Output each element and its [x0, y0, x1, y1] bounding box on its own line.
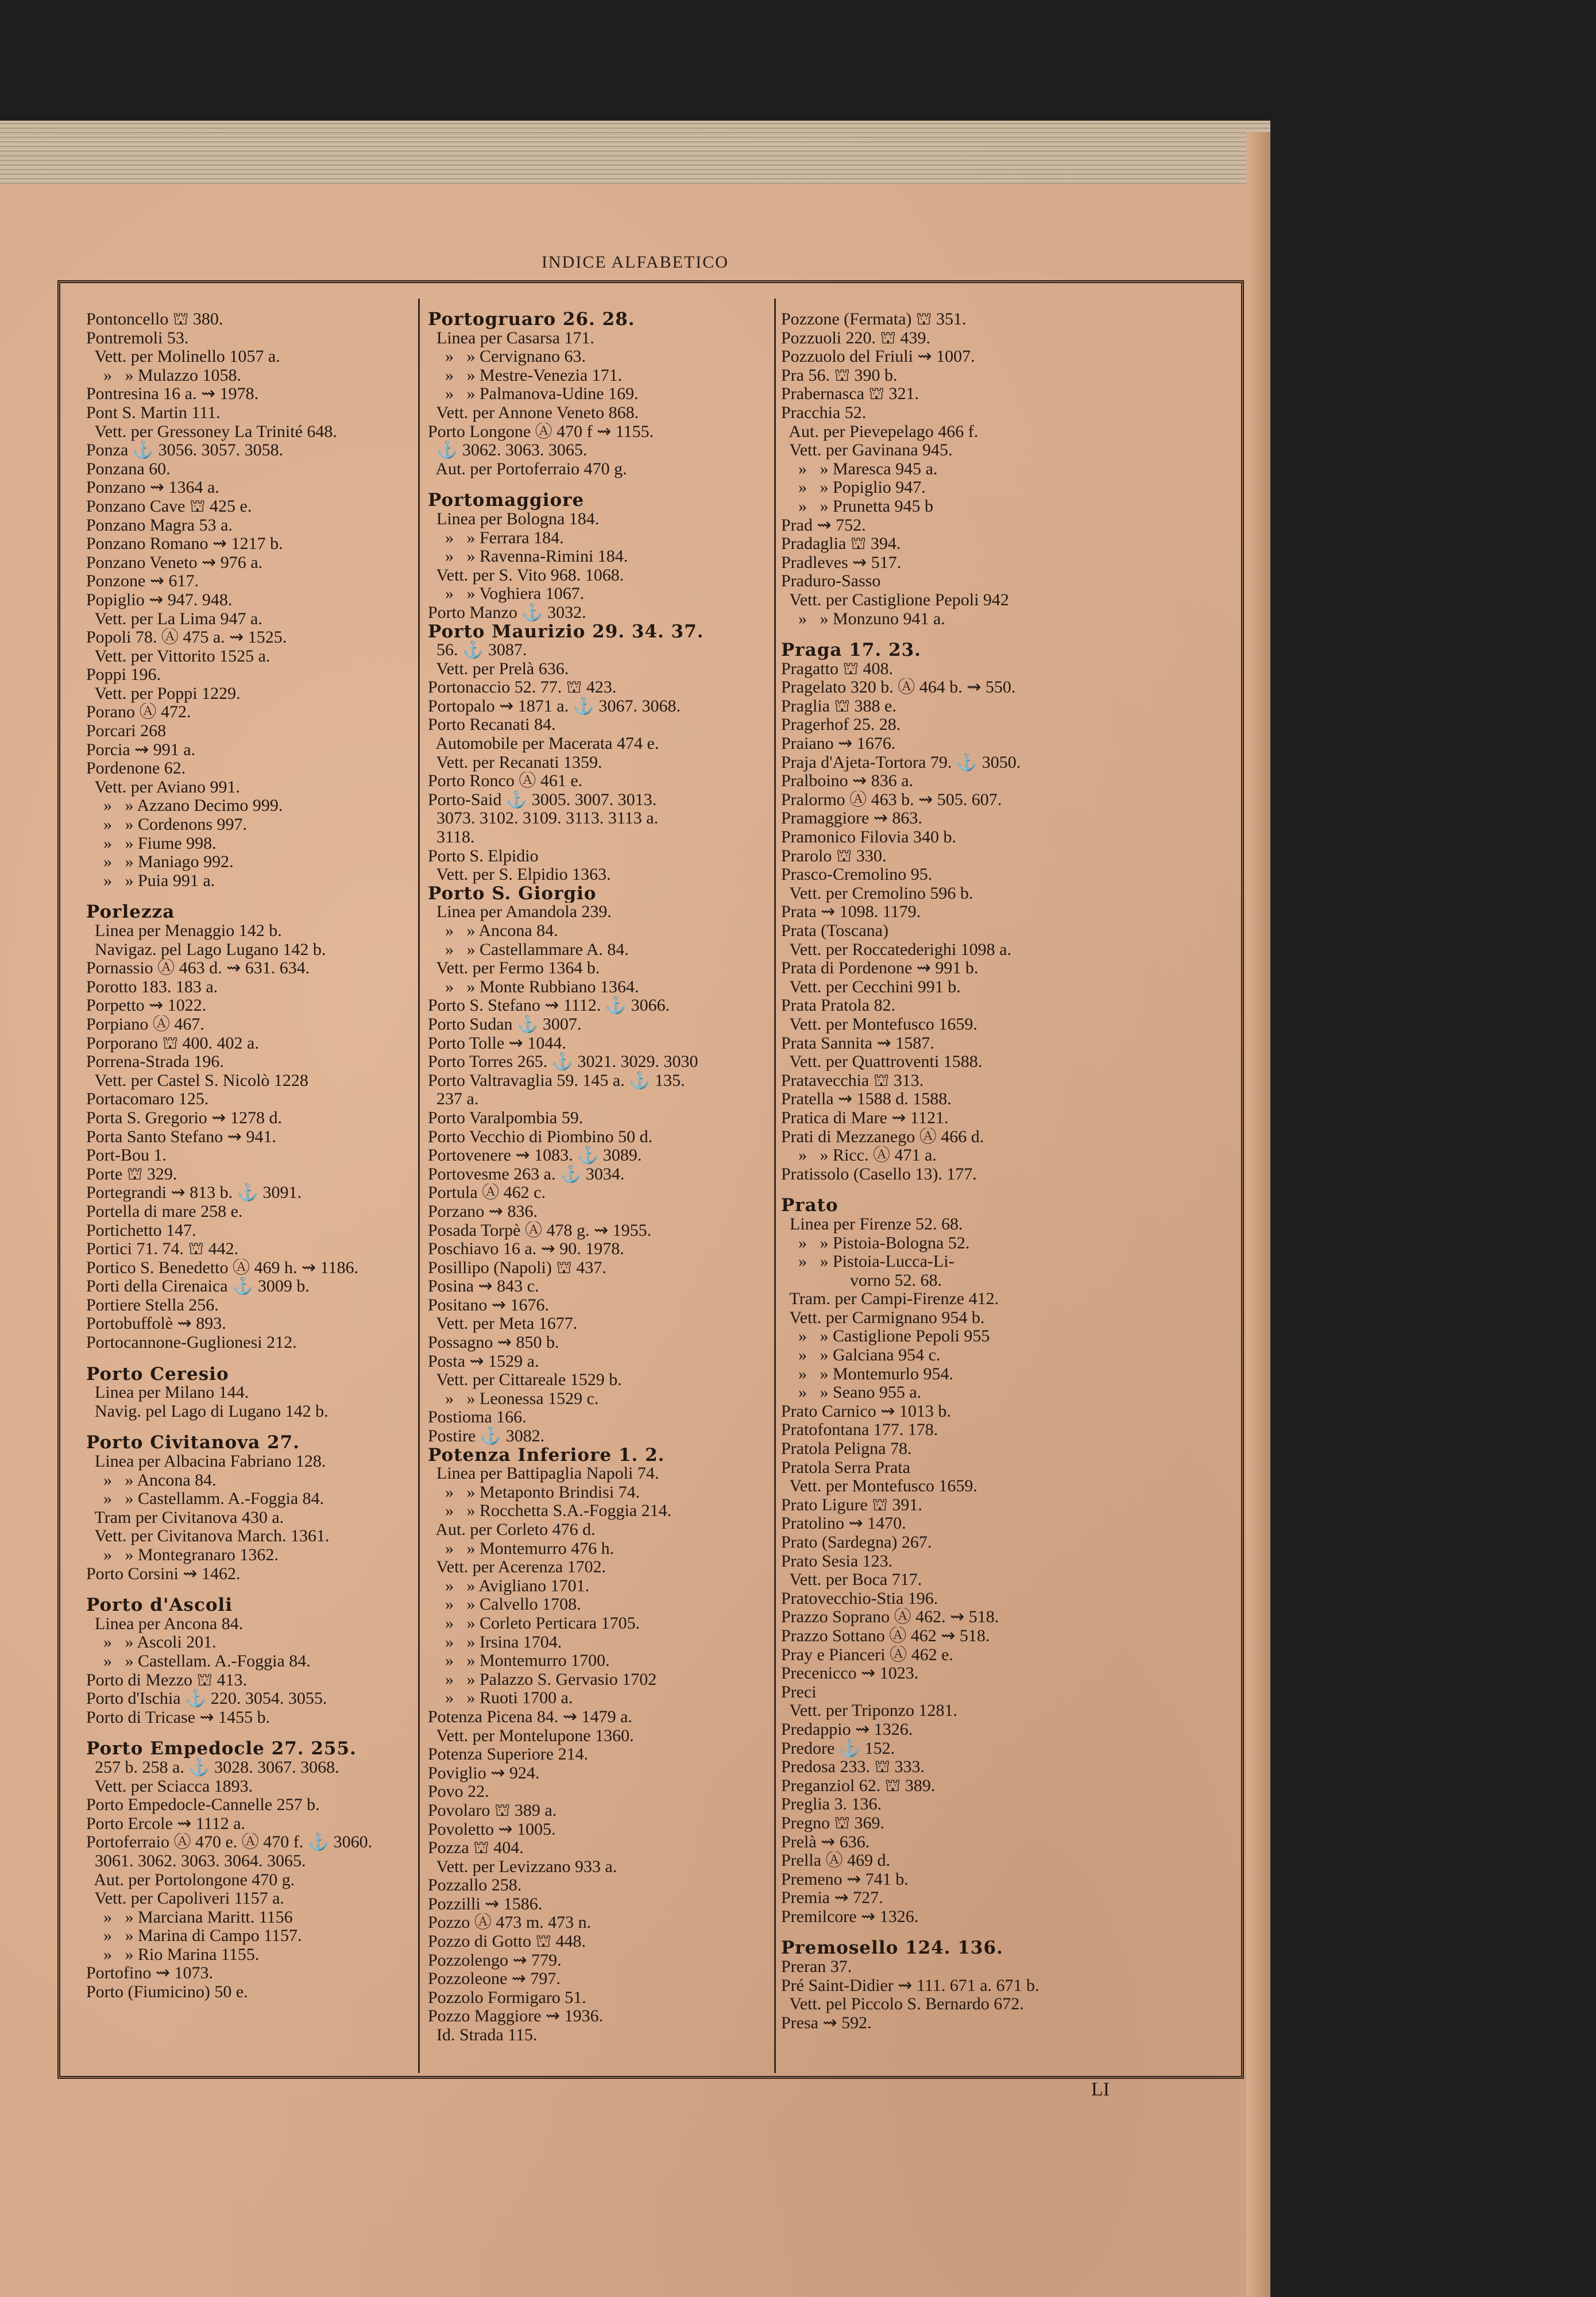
column-divider: [774, 299, 776, 2073]
index-entry: Porto Recanati 84.: [428, 716, 556, 734]
index-entry: Pré Saint-Didier ⇝ 111. 671 a. 671 b.: [781, 1976, 1039, 1995]
entry-gap: [781, 1184, 1229, 1196]
index-entry: Ponzano Romano ⇝ 1217 b.: [86, 535, 283, 554]
index-entry: Vett. per S. Elpidio 1363.: [428, 865, 611, 884]
index-entry: Porto Vecchio di Piombino 50 d.: [428, 1127, 653, 1146]
index-entry: Porta Santo Stefano ⇝ 941.: [86, 1127, 276, 1146]
index-entry: Porporano ⛫ 400. 402 a.: [86, 1034, 259, 1053]
index-heading: Prato: [781, 1196, 838, 1215]
index-entry: Vett. per Sciacca 1893.: [86, 1777, 253, 1796]
index-entry: Vett. per La Lima 947 a.: [86, 609, 262, 628]
index-entry: Pralormo Ⓐ 463 b. ⇝ 505. 607.: [781, 790, 1002, 809]
index-entry: Vett. per Recanati 1359.: [428, 753, 602, 772]
index-entry: Pozzolengo ⇝ 779.: [428, 1951, 562, 1970]
index-entry: Pozzuolo del Friuli ⇝ 1007.: [781, 347, 975, 366]
index-entry: Porto S. Elpidio: [428, 846, 539, 865]
index-entry: Pralboino ⇝ 836 a.: [781, 772, 914, 791]
index-entry: Portopalo ⇝ 1871 a. ⚓ 3067. 3068.: [428, 697, 681, 716]
index-entry: Predosa 233. ⛫ 333.: [781, 1758, 925, 1777]
index-entry: Id. Strada 115.: [428, 2026, 538, 2045]
index-entry: Porto Sudan ⚓ 3007.: [428, 1015, 582, 1034]
index-entry: Pramonico Filovia 340 b.: [781, 828, 956, 847]
index-entry: Postioma 166.: [428, 1408, 527, 1427]
index-entry: Porto Ercole ⇝ 1112 a.: [86, 1814, 246, 1833]
index-entry: Porto Tolle ⇝ 1044.: [428, 1034, 566, 1053]
entry-gap: [86, 1352, 425, 1365]
index-column-3: [781, 310, 1229, 2067]
index-entry: Pozzo Maggiore ⇝ 1936.: [428, 2007, 604, 2026]
index-entry: » » Leonessa 1529 c.: [428, 1389, 599, 1408]
index-entry: » » Marina di Campo 1157.: [86, 1927, 302, 1946]
index-entry: 3073. 3102. 3109. 3113. 3113 a.: [428, 809, 659, 828]
index-entry: » » Seano 955 a.: [781, 1383, 922, 1402]
index-entry: Porto Valtravaglia 59. 145 a. ⚓ 135.: [428, 1071, 685, 1090]
index-entry: Porte ⛫ 329.: [86, 1165, 177, 1184]
index-entry: Pra 56. ⛫ 390 b.: [781, 366, 898, 385]
index-entry: Pozza ⛫ 404.: [428, 1839, 524, 1858]
index-entry: Pontresina 16 a. ⇝ 1978.: [86, 385, 259, 404]
index-heading: Portogruaro 26. 28.: [428, 310, 635, 329]
index-entry: Portico S. Benedetto Ⓐ 469 h. ⇝ 1186.: [86, 1258, 358, 1277]
entry-gap: [86, 1421, 425, 1433]
index-entry: Portici 71. 74. ⛫ 442.: [86, 1240, 239, 1259]
index-entry: Pozzoleone ⇝ 797.: [428, 1970, 561, 1989]
index-entry: Pratella ⇝ 1588 d. 1588.: [781, 1090, 952, 1109]
index-entry: » » Castellam. A.-Foggia 84.: [86, 1652, 311, 1670]
index-entry: » » Mulazzo 1058.: [86, 366, 241, 385]
entry-gap: [781, 628, 1229, 641]
entry-gap: [86, 890, 425, 903]
index-entry: 3061. 3062. 3063. 3064. 3065.: [86, 1851, 306, 1870]
index-entry: Pray e Pianceri Ⓐ 462 e.: [781, 1645, 953, 1664]
index-entry: ⚓ 3062. 3063. 3065.: [428, 441, 588, 460]
index-entry: » » Azzano Decimo 999.: [86, 796, 283, 815]
index-entry: » » Ruoti 1700 a.: [428, 1689, 573, 1708]
index-entry: Porto Longone Ⓐ 470 f ⇝ 1155.: [428, 422, 654, 441]
index-entry: Ponzone ⇝ 617.: [86, 572, 199, 591]
index-entry: Pornassio Ⓐ 463 d. ⇝ 631. 634.: [86, 959, 310, 978]
index-entry: Porzano ⇝ 836.: [428, 1202, 538, 1221]
index-entry: Prato (Sardegna) 267.: [781, 1533, 932, 1552]
book-page-edges: [0, 121, 1270, 184]
index-entry: Aut. per Corleto 476 d.: [428, 1521, 596, 1539]
index-entry: Porto Torres 265. ⚓ 3021. 3029. 3030: [428, 1053, 698, 1072]
index-entry: Portula Ⓐ 462 c.: [428, 1184, 546, 1202]
index-entry: Preganziol 62. ⛫ 389.: [781, 1776, 936, 1795]
index-entry: Portocannone-Guglionesi 212.: [86, 1333, 297, 1352]
index-entry: Porto Corsini ⇝ 1462.: [86, 1564, 241, 1583]
index-entry: Pozzo Ⓐ 473 m. 473 n.: [428, 1913, 592, 1932]
index-entry: Porto-Said ⚓ 3005. 3007. 3013.: [428, 790, 657, 809]
index-entry: Linea per Amandola 239.: [428, 903, 612, 922]
index-entry: » » Palazzo S. Gervasio 1702: [428, 1670, 657, 1689]
index-entry: Vett. per Castel S. Nicolò 1228: [86, 1071, 308, 1090]
index-entry: Linea per Albacina Fabriano 128.: [86, 1452, 326, 1471]
index-entry: Pont S. Martin 111.: [86, 403, 221, 422]
index-entry: Vett. per Triponzo 1281.: [781, 1702, 957, 1720]
index-entry: » » Monzuno 941 a.: [781, 609, 945, 628]
index-entry: 257 b. 258 a. ⚓ 3028. 3067. 3068.: [86, 1758, 339, 1777]
page-number: LI: [1091, 2079, 1110, 2100]
index-entry: Praja d'Ajeta-Tortora 79. ⚓ 3050.: [781, 753, 1021, 772]
index-heading: Premosello 124. 136.: [781, 1939, 1003, 1958]
index-entry: Posta ⇝ 1529 a.: [428, 1352, 539, 1371]
index-entry: Ponzana 60.: [86, 459, 171, 478]
index-entry: Navigaz. pel Lago Lugano 142 b.: [86, 940, 326, 959]
index-entry: » » Voghiera 1067.: [428, 585, 585, 604]
index-entry: Pratofontana 177. 178.: [781, 1421, 938, 1440]
index-entry: Vett. per Levizzano 933 a.: [428, 1857, 617, 1876]
index-entry: Vett. per Castiglione Pepoli 942: [781, 590, 1009, 609]
index-entry: Vett. per Boca 717.: [781, 1571, 922, 1590]
index-heading: Potenza Inferiore 1. 2.: [428, 1445, 665, 1465]
index-entry: Navig. pel Lago di Lugano 142 b.: [86, 1402, 329, 1421]
index-entry: » » Prunetta 945 b: [781, 497, 933, 516]
index-entry: Ponza ⚓ 3056. 3057. 3058.: [86, 441, 284, 460]
index-entry: » » Ravenna-Rimini 184.: [428, 547, 628, 566]
index-entry: Porto di Mezzo ⛫ 413.: [86, 1670, 248, 1689]
index-entry: » » Castellammare A. 84.: [428, 940, 629, 959]
index-entry: Tram. per Campi-Firenze 412.: [781, 1290, 999, 1309]
index-entry: Pozzallo 258.: [428, 1876, 522, 1895]
index-entry: » » Irsina 1704.: [428, 1633, 562, 1652]
index-entry: Vett. per Civitanova March. 1361.: [86, 1527, 330, 1546]
index-entry: Porto Empedocle-Cannelle 257 b.: [86, 1796, 320, 1815]
index-entry: Prazzo Sottano Ⓐ 462 ⇝ 518.: [781, 1626, 990, 1645]
index-entry: Presa ⇝ 592.: [781, 2013, 872, 2032]
index-entry: Prata Sannita ⇝ 1587.: [781, 1034, 934, 1053]
index-entry: Potenza Superiore 214.: [428, 1745, 589, 1764]
index-entry: Preglia 3. 136.: [781, 1795, 882, 1814]
index-entry: Prato Sesia 123.: [781, 1552, 893, 1571]
index-heading: Porto d'Ascoli: [86, 1596, 233, 1615]
index-entry: Vett. per Quattroventi 1588.: [781, 1053, 983, 1072]
index-column-1: [86, 310, 425, 2067]
index-entry: Posina ⇝ 843 c.: [428, 1277, 539, 1296]
index-entry: Linea per Bologna 184.: [428, 509, 600, 528]
index-entry: Vett. per Prelà 636.: [428, 659, 569, 678]
index-entry: Prata (Toscana): [781, 922, 888, 940]
index-entry: Prazzo Soprano Ⓐ 462. ⇝ 518.: [781, 1608, 999, 1627]
index-entry: Automobile per Macerata 474 e.: [428, 734, 659, 753]
index-entry: vorno 52. 68.: [781, 1271, 942, 1290]
index-entry: » » Ancona 84.: [86, 1471, 217, 1490]
index-entry: Porcia ⇝ 991 a.: [86, 740, 196, 759]
index-entry: Portofino ⇝ 1073.: [86, 1964, 213, 1983]
index-entry: Praiano ⇝ 1676.: [781, 734, 896, 753]
index-entry: 237 a.: [428, 1090, 479, 1109]
index-entry: » » Ferrara 184.: [428, 528, 564, 547]
index-entry: Premeno ⇝ 741 b.: [781, 1870, 909, 1889]
index-entry: » » Mestre-Venezia 171.: [428, 366, 623, 385]
index-entry: Pragatto ⛫ 408.: [781, 659, 894, 678]
index-entry: Pordenone 62.: [86, 759, 186, 778]
index-entry: Linea per Ancona 84.: [86, 1614, 244, 1633]
index-heading: Porto S. Giorgio: [428, 884, 597, 903]
index-entry: Povoletto ⇝ 1005.: [428, 1820, 556, 1839]
index-entry: Portella di mare 258 e.: [86, 1202, 243, 1221]
index-entry: Linea per Firenze 52. 68.: [781, 1215, 963, 1233]
index-entry: Vett. per Carmignano 954 b.: [781, 1308, 985, 1327]
index-entry: Pratavecchia ⛫ 313.: [781, 1071, 924, 1090]
index-entry: Pozzo di Gotto ⛫ 448.: [428, 1932, 586, 1951]
index-entry: » » Calvello 1708.: [428, 1595, 581, 1614]
entry-gap: [86, 1727, 425, 1739]
page-right-edge: [1246, 132, 1270, 2297]
index-entry: 56. ⚓ 3087.: [428, 641, 527, 660]
index-entry: Pragelato 320 b. Ⓐ 464 b. ⇝ 550.: [781, 678, 1016, 697]
index-entry: » » Ricc. Ⓐ 471 a.: [781, 1146, 937, 1165]
index-entry: Portovenere ⇝ 1083. ⚓ 3089.: [428, 1146, 642, 1165]
index-entry: Vett. per Montelupone 1360.: [428, 1726, 634, 1745]
index-entry: Pratola Peligna 78.: [781, 1440, 912, 1459]
index-entry: Prato Carnico ⇝ 1013 b.: [781, 1402, 951, 1421]
index-entry: Aut. per Portoferraio 470 g.: [428, 459, 627, 478]
index-entry: Poschiavo 16 a. ⇝ 90. 1978.: [428, 1240, 624, 1259]
index-entry: Vett. per Molinello 1057 a.: [86, 347, 280, 366]
index-entry: Porta S. Gregorio ⇝ 1278 d.: [86, 1108, 282, 1127]
index-entry: Vett. per Montefusco 1659.: [781, 1015, 977, 1034]
index-entry: Posillipo (Napoli) ⛫ 437.: [428, 1258, 606, 1277]
index-entry: Portoferraio Ⓐ 470 e. Ⓐ 470 f. ⚓ 3060.: [86, 1833, 373, 1852]
index-entry: 3118.: [428, 828, 475, 847]
index-entry: Pratissolo (Casello 13). 177.: [781, 1165, 977, 1184]
index-entry: Vett. per S. Vito 968. 1068.: [428, 566, 624, 585]
index-heading: Praga 17. 23.: [781, 641, 921, 660]
index-entry: Precenicco ⇝ 1023.: [781, 1664, 919, 1683]
index-entry: Prabernasca ⛫ 321.: [781, 385, 919, 404]
index-entry: Povo 22.: [428, 1782, 489, 1801]
index-entry: Linea per Casarsa 171.: [428, 328, 594, 347]
index-entry: » » Palmanova-Udine 169.: [428, 385, 639, 404]
index-entry: Vett. per Cremolino 596 b.: [781, 884, 973, 903]
index-entry: Pracchia 52.: [781, 403, 867, 422]
index-entry: Porto di Tricase ⇝ 1455 b.: [86, 1708, 270, 1727]
index-entry: Pratovecchio-Stia 196.: [781, 1589, 938, 1608]
index-entry: Pramaggiore ⇝ 863.: [781, 809, 922, 828]
index-entry: » » Pistoia-Bologna 52.: [781, 1233, 970, 1252]
index-entry: Prasco-Cremolino 95.: [781, 865, 933, 884]
index-entry: Potenza Picena 84. ⇝ 1479 a.: [428, 1707, 632, 1726]
index-entry: » » Popiglio 947.: [781, 478, 926, 497]
index-entry: Premia ⇝ 727.: [781, 1889, 883, 1908]
index-entry: Pontoncello ⛫ 380.: [86, 310, 223, 328]
index-entry: Porano Ⓐ 472.: [86, 703, 191, 722]
index-column-2: [428, 310, 772, 2067]
index-entry: Vett. per Acerenza 1702.: [428, 1558, 606, 1577]
index-entry: Porti della Cirenaica ⚓ 3009 b.: [86, 1277, 310, 1296]
index-heading: Portomaggiore: [428, 491, 585, 510]
index-entry: Ponzano ⇝ 1364 a.: [86, 478, 219, 497]
index-entry: » » Corleto Perticara 1705.: [428, 1614, 640, 1633]
index-entry: Linea per Milano 144.: [86, 1383, 249, 1402]
index-entry: » » Puia 991 a.: [86, 871, 215, 890]
index-entry: Pratola Serra Prata: [781, 1458, 910, 1477]
index-entry: Linea per Battipaglia Napoli 74.: [428, 1464, 659, 1483]
index-entry: Ponzano Cave ⛫ 425 e.: [86, 497, 252, 516]
index-entry: Vett. pel Piccolo S. Bernardo 672.: [781, 1995, 1024, 2014]
index-entry: Vett. per Vittorito 1525 a.: [86, 647, 270, 666]
index-entry: Porto S. Stefano ⇝ 1112. ⚓ 3066.: [428, 996, 670, 1015]
index-heading: Porto Ceresio: [86, 1364, 229, 1384]
index-entry: » » Montemurro 476 h.: [428, 1539, 615, 1558]
index-entry: Prata di Pordenone ⇝ 991 b.: [781, 959, 979, 978]
index-entry: Possagno ⇝ 850 b.: [428, 1333, 559, 1352]
index-entry: Porotto 183. 183 a.: [86, 977, 218, 996]
index-entry: Vett. per Gavinana 945.: [781, 441, 953, 460]
index-entry: Portovesme 263 a. ⚓ 3034.: [428, 1165, 625, 1184]
index-entry: Portacomaro 125.: [86, 1090, 209, 1109]
index-entry: Preci: [781, 1683, 817, 1702]
index-entry: Vett. per Fermo 1364 b.: [428, 959, 600, 978]
index-entry: Preran 37.: [781, 1958, 852, 1977]
index-entry: Poviglio ⇝ 924.: [428, 1764, 540, 1782]
index-entry: Pratolino ⇝ 1470.: [781, 1514, 906, 1533]
entry-gap: [781, 1926, 1229, 1939]
index-entry: Portonaccio 52. 77. ⛫ 423.: [428, 678, 617, 697]
index-entry: Prad ⇝ 752.: [781, 516, 866, 535]
index-entry: » » Rocchetta S.A.-Foggia 214.: [428, 1502, 672, 1521]
index-entry: Aut. per Portolongone 470 g.: [86, 1870, 295, 1889]
index-entry: Prarolo ⛫ 330.: [781, 846, 887, 865]
index-entry: » » Marciana Maritt. 1156: [86, 1908, 293, 1927]
index-entry: » » Ancona 84.: [428, 922, 558, 940]
index-entry: Porto Ronco Ⓐ 461 e.: [428, 772, 583, 791]
entry-gap: [86, 1583, 425, 1596]
index-entry: » » Montemurlo 954.: [781, 1364, 953, 1383]
index-entry: Prato Ligure ⛫ 391.: [781, 1495, 922, 1514]
index-entry: » » Monte Rubbiano 1364.: [428, 977, 639, 996]
index-entry: Positano ⇝ 1676.: [428, 1296, 549, 1314]
index-entry: Predore ⚓ 152.: [781, 1739, 895, 1758]
index-entry: Poppi 196.: [86, 666, 161, 685]
index-entry: Pozzone (Fermata) ⛫ 351.: [781, 310, 967, 328]
index-entry: Vett. per Cittareale 1529 b.: [428, 1371, 622, 1390]
index-entry: Porto (Fiumicino) 50 e.: [86, 1983, 248, 2002]
index-entry: » » Pistoia-Lucca-Li-: [781, 1252, 954, 1271]
index-entry: Porto Manzo ⚓ 3032.: [428, 603, 586, 622]
index-entry: Prelà ⇝ 636.: [781, 1832, 870, 1851]
index-entry: » » Cordenons 997.: [86, 815, 247, 834]
index-entry: Prata Pratola 82.: [781, 996, 896, 1015]
index-entry: Portegrandi ⇝ 813 b. ⚓ 3091.: [86, 1184, 302, 1202]
index-entry: Pontremoli 53.: [86, 328, 189, 347]
index-entry: Pozzilli ⇝ 1586.: [428, 1894, 543, 1913]
index-entry: Porto d'Ischia ⚓ 220. 3054. 3055.: [86, 1689, 327, 1708]
index-entry: Vett. per Montefusco 1659.: [781, 1477, 977, 1496]
index-entry: Vett. per Roccatederighi 1098 a.: [781, 940, 1011, 959]
index-heading: Porto Civitanova 27.: [86, 1433, 300, 1453]
index-entry: Porrena-Strada 196.: [86, 1053, 224, 1072]
index-entry: Vett. per Capoliveri 1157 a.: [86, 1889, 284, 1908]
index-entry: » » Montegranaro 1362.: [86, 1546, 279, 1564]
index-entry: Vett. per Cecchini 991 b.: [781, 977, 961, 996]
index-entry: » » Avigliano 1701.: [428, 1576, 590, 1595]
index-entry: » » Castiglione Pepoli 955: [781, 1327, 990, 1346]
index-entry: Pragerhof 25. 28.: [781, 716, 901, 734]
index-entry: Praduro-Sasso: [781, 572, 881, 591]
index-entry: Linea per Menaggio 142 b.: [86, 922, 282, 940]
index-entry: » » Galciana 954 c.: [781, 1346, 941, 1365]
index-entry: Pradleves ⇝ 517.: [781, 553, 902, 572]
index-entry: Ponzano Veneto ⇝ 976 a.: [86, 553, 263, 572]
index-entry: Popoli 78. Ⓐ 475 a. ⇝ 1525.: [86, 628, 287, 647]
index-entry: Popiglio ⇝ 947. 948.: [86, 590, 233, 609]
index-entry: » » Cervignano 63.: [428, 347, 586, 366]
index-entry: » » Rio Marina 1155.: [86, 1945, 260, 1964]
index-entry: Porcari 268: [86, 722, 167, 741]
index-entry: Prata ⇝ 1098. 1179.: [781, 903, 921, 922]
index-entry: Pozzolo Formigaro 51.: [428, 1988, 586, 2007]
index-entry: Vett. per Poppi 1229.: [86, 684, 241, 703]
index-entry: Vett. per Meta 1677.: [428, 1314, 578, 1333]
index-entry: Port-Bou 1.: [86, 1146, 167, 1165]
index-entry: Portiere Stella 256.: [86, 1296, 219, 1314]
index-entry: Aut. per Pievepelago 466 f.: [781, 422, 979, 441]
index-entry: Vett. per Annone Veneto 868.: [428, 403, 639, 422]
index-entry: Prella Ⓐ 469 d.: [781, 1851, 890, 1870]
index-entry: » » Maresca 945 a.: [781, 459, 938, 478]
index-entry: Premilcore ⇝ 1326.: [781, 1907, 919, 1926]
index-entry: » » Montemurro 1700.: [428, 1652, 610, 1670]
index-entry: Vett. per Aviano 991.: [86, 778, 241, 796]
index-entry: Porpetto ⇝ 1022.: [86, 996, 207, 1015]
index-entry: Povolaro ⛫ 389 a.: [428, 1801, 557, 1820]
index-heading: Porlezza: [86, 903, 175, 922]
index-entry: Prati di Mezzanego Ⓐ 466 d.: [781, 1127, 984, 1146]
index-entry: Portobuffolè ⇝ 893.: [86, 1314, 226, 1333]
index-entry: Postire ⚓ 3082.: [428, 1427, 545, 1446]
index-entry: » » Maniago 992.: [86, 853, 234, 872]
index-entry: » » Metaponto Brindisi 74.: [428, 1483, 640, 1502]
index-entry: Tram per Civitanova 430 a.: [86, 1508, 284, 1527]
index-entry: Portichetto 147.: [86, 1221, 196, 1240]
index-entry: » » Castellamm. A.-Foggia 84.: [86, 1490, 324, 1509]
index-entry: Ponzano Magra 53 a.: [86, 516, 233, 535]
index-entry: Pradaglia ⛫ 394.: [781, 535, 901, 554]
index-entry: Posada Torpè Ⓐ 478 g. ⇝ 1955.: [428, 1221, 652, 1240]
index-entry: Vett. per Gressoney La Trinité 648.: [86, 422, 337, 441]
index-entry: Pozzuoli 220. ⛫ 439.: [781, 328, 931, 347]
index-entry: Pregno ⛫ 369.: [781, 1813, 885, 1832]
index-entry: Pratica di Mare ⇝ 1121.: [781, 1108, 949, 1127]
index-entry: Praglia ⛫ 388 e.: [781, 697, 896, 716]
index-entry: Porpiano Ⓐ 467.: [86, 1015, 204, 1034]
entry-gap: [428, 478, 772, 491]
index-heading: Porto Empedocle 27. 255.: [86, 1739, 357, 1758]
index-heading: Porto Maurizio 29. 34. 37.: [428, 622, 704, 641]
index-entry: » » Fiume 998.: [86, 834, 217, 853]
running-header: INDICE ALFABETICO: [542, 253, 729, 272]
index-entry: » » Ascoli 201.: [86, 1633, 217, 1652]
index-entry: Porto Varalpombia 59.: [428, 1108, 583, 1127]
index-entry: Predappio ⇝ 1326.: [781, 1720, 913, 1739]
